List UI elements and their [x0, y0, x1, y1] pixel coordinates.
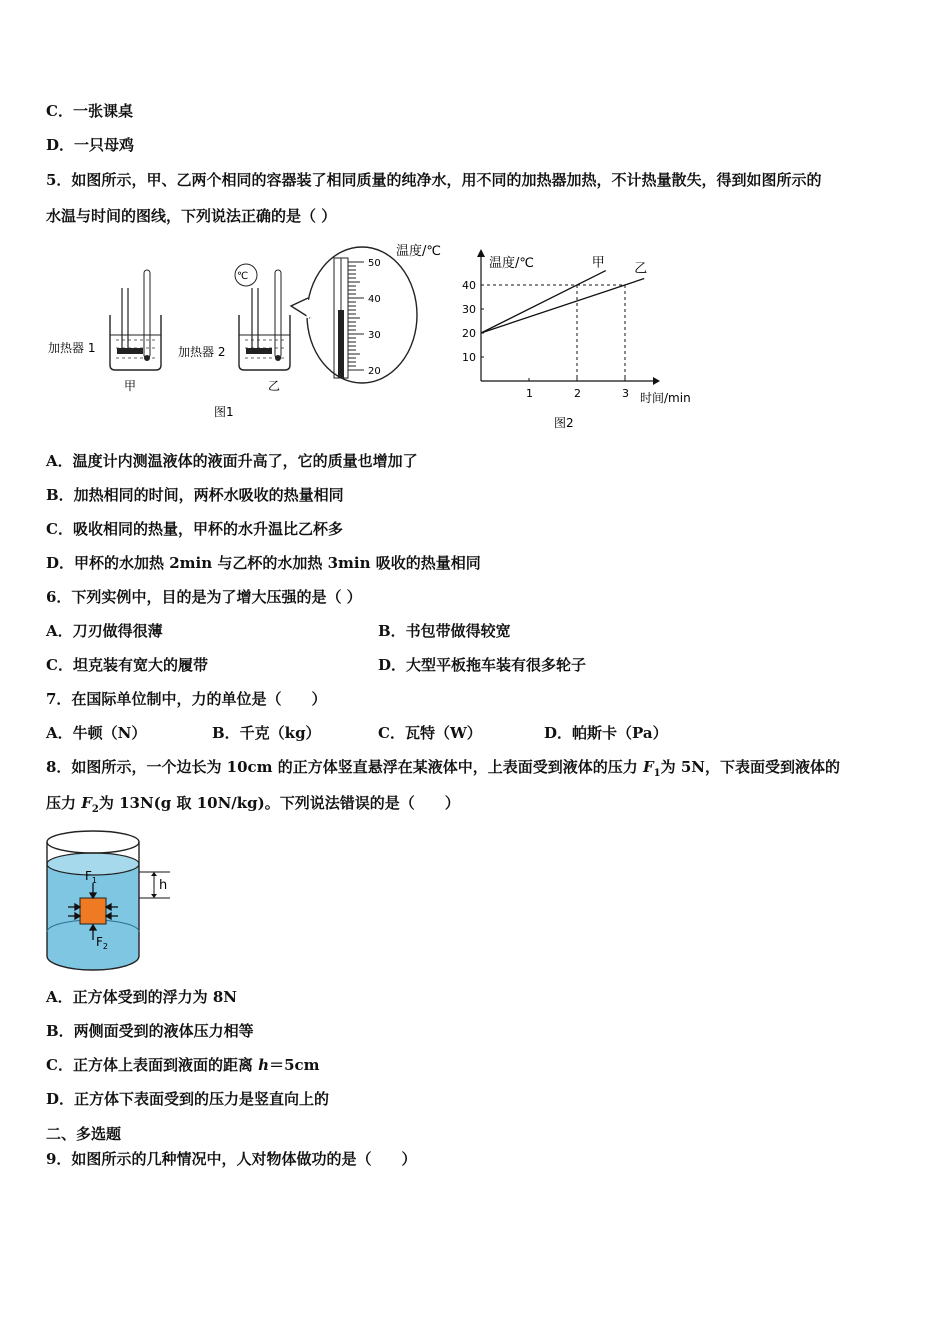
q7-stem: 7．在国际单位制中，力的单位是（ ）	[46, 690, 327, 708]
heater1-label: 加热器 1	[48, 341, 96, 355]
q7-option-a: A．牛顿（N）	[46, 724, 147, 742]
heater2-label: 加热器 2	[178, 345, 226, 359]
y-tick-label-20: 20	[462, 327, 476, 340]
q4-option-d: D．一只母鸡	[46, 136, 135, 154]
q5-option-b: B．加热相同的时间，两杯水吸收的热量相同	[46, 486, 344, 504]
beaker-jia	[110, 270, 161, 370]
x-tick-label-3: 3	[622, 387, 629, 400]
y-tick-label-30: 30	[462, 303, 476, 316]
q5-option-d: D．甲杯的水加热 2min 与乙杯的水加热 3min 吸收的热量相同	[46, 554, 481, 572]
q8-f2-symbol: F	[81, 794, 92, 812]
q8-stem-line2	[46, 793, 460, 820]
q8-figure	[44, 828, 184, 976]
scale-20: 20	[368, 366, 381, 377]
q8-stem-l1b: 为 5N，下表面受到液体的	[660, 758, 840, 776]
q8-f1-sub: 1	[653, 768, 661, 779]
h-label: h	[159, 878, 168, 893]
series-line-2	[481, 279, 644, 333]
q5-option-c: C．吸收相同的热量，甲杯的水升温比乙杯多	[46, 520, 343, 538]
scale-50: 50	[368, 258, 381, 269]
q8-option-c	[46, 1055, 320, 1075]
liquid-surface	[47, 853, 139, 875]
q8-stem-l2a: 压力	[46, 794, 82, 812]
y-axis-label: 温度/℃	[489, 256, 534, 271]
series-label-2: 乙	[634, 261, 648, 277]
scale-30: 30	[368, 330, 381, 341]
q6-option-c: C．坦克装有宽大的履带	[46, 656, 208, 674]
x-axis-arrow	[653, 377, 660, 385]
q8-f2-sub: 2	[91, 804, 99, 815]
q6-option-d: D．大型平板拖车装有很多轮子	[378, 656, 587, 674]
series-label-1: 甲	[591, 255, 605, 271]
x-tick-label-1: 1	[526, 387, 533, 400]
zoom-axis-label: 温度/℃	[396, 244, 441, 259]
y-tick-label-40: 40	[462, 279, 476, 292]
celsius-badge: ℃	[237, 271, 249, 282]
x-axis-label: 时间/min	[640, 391, 691, 405]
scale-40: 40	[368, 294, 381, 305]
q8-stem-l1a: 8．如图所示，一个边长为 10cm 的正方体竖直悬浮在某液体中，上表面受到液体的压力	[46, 758, 643, 776]
q5-chart	[450, 245, 710, 430]
q8-option-b: B．两侧面受到的液体压力相等	[46, 1022, 254, 1040]
q7-option-d: D．帕斯卡（Pa）	[544, 724, 668, 742]
section-heading: 二、多选题	[46, 1125, 122, 1143]
q8-option-d: D．正方体下表面受到的压力是竖直向上的	[46, 1090, 330, 1108]
q7-option-b: B．千克（kg）	[212, 724, 321, 742]
q5-figure1	[46, 240, 441, 425]
q8-option-c-h: h	[258, 1056, 270, 1074]
q5-stem-line2: 水温与时间的图线，下列说法正确的是（ ）	[46, 207, 337, 225]
y-tick-label-10: 10	[462, 351, 476, 364]
q6-option-b: B．书包带做得较宽	[378, 622, 511, 640]
f2-label: $F_2$	[96, 935, 108, 951]
q4-option-c: C．一张课桌	[46, 102, 133, 120]
y-axis-arrow	[477, 249, 485, 257]
q8-stem-l2b: 为 13N(g 取 10N/kg)。下列说法错误的是（ ）	[98, 794, 460, 812]
cylinder-rim	[47, 831, 139, 853]
q8-stem-line1	[46, 757, 840, 784]
label-yi: 乙	[268, 379, 281, 393]
x-tick-label-2: 2	[574, 387, 581, 400]
chart-caption: 图2	[554, 416, 574, 430]
q9-stem: 9．如图所示的几种情况中，人对物体做功的是（ ）	[46, 1150, 417, 1168]
figure1-caption: 图1	[214, 405, 234, 419]
q7-option-c: C．瓦特（W）	[378, 724, 482, 742]
q8-option-a: A．正方体受到的浮力为 8N	[46, 988, 238, 1006]
q5-stem-line1: 5．如图所示，甲、乙两个相同的容器装了相同质量的纯净水，用不同的加热器加热，不计热量散失，得到如图所示的	[46, 171, 822, 189]
q6-option-a: A．刀刃做得很薄	[46, 622, 163, 640]
q6-stem: 6．下列实例中，目的是为了增大压强的是（ ）	[46, 588, 362, 606]
q8-option-c-value: ＝5cm	[269, 1056, 320, 1074]
thermometer-zoom	[291, 247, 417, 383]
f1-label: $F_1$	[85, 869, 97, 885]
q5-option-a: A．温度计内测温液体的液面升高了，它的质量也增加了	[46, 452, 418, 470]
cube	[80, 898, 106, 924]
label-jia: 甲	[124, 379, 137, 393]
q8-f1-symbol: F	[643, 758, 654, 776]
q8-option-c-text: C．正方体上表面到液面的距离	[46, 1056, 259, 1074]
series-line-1	[481, 271, 606, 333]
